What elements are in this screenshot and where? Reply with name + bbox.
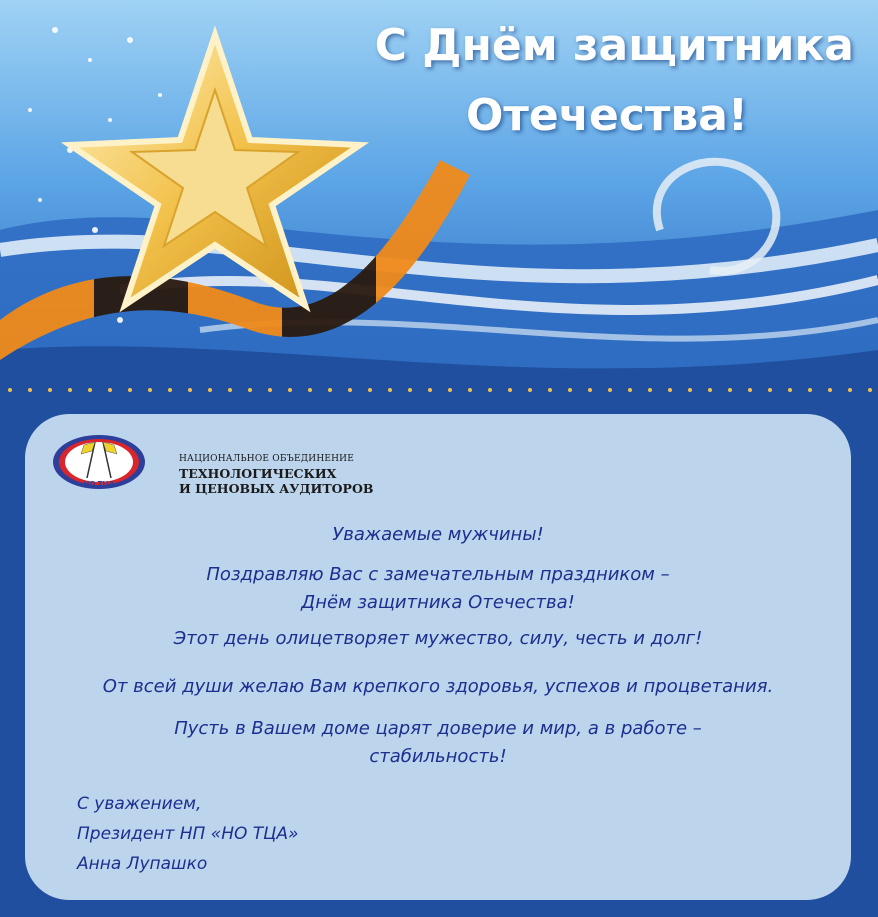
org-emblem-icon bbox=[51, 432, 151, 492]
message-line-5: Пусть в Вашем доме царят доверие и мир, а в работе – bbox=[174, 718, 702, 739]
signature-regards: С уважением, bbox=[77, 794, 202, 814]
org-name-line-3: И ЦЕНОВЫХ АУДИТОРОВ bbox=[179, 481, 374, 496]
message-line-6: стабильность! bbox=[369, 746, 507, 767]
signature-name: Анна Лупашко bbox=[77, 854, 208, 874]
organization-logo bbox=[51, 432, 374, 496]
greeting-heading: Уважаемые мужчины! bbox=[332, 524, 544, 545]
signature-position: Президент НП «НО ТЦА» bbox=[77, 824, 299, 844]
org-name-line-2: ТЕХНОЛОГИЧЕСКИХ bbox=[179, 466, 337, 481]
org-name-line-1: НАЦИОНАЛЬНОЕ ОБЪЕДИНЕНИЕ bbox=[179, 454, 355, 464]
holiday-banner bbox=[0, 0, 878, 400]
title-line-1: С Днём защитника bbox=[374, 20, 854, 71]
greeting-card bbox=[25, 414, 851, 900]
message-line-3: Этот день олицетворяет мужество, силу, честь и долг! bbox=[173, 628, 703, 649]
message-line-4: От всей души желаю Вам крепкого здоровья, успехов и процветания. bbox=[102, 676, 774, 697]
message-line-1: Поздравляю Вас с замечательным праздником – bbox=[206, 564, 670, 585]
title-line-2: Отечества! bbox=[466, 90, 748, 141]
message-line-2: Днём защитника Отечества! bbox=[301, 592, 575, 613]
svg-text:НО ТЦА: НО ТЦА bbox=[83, 480, 115, 488]
